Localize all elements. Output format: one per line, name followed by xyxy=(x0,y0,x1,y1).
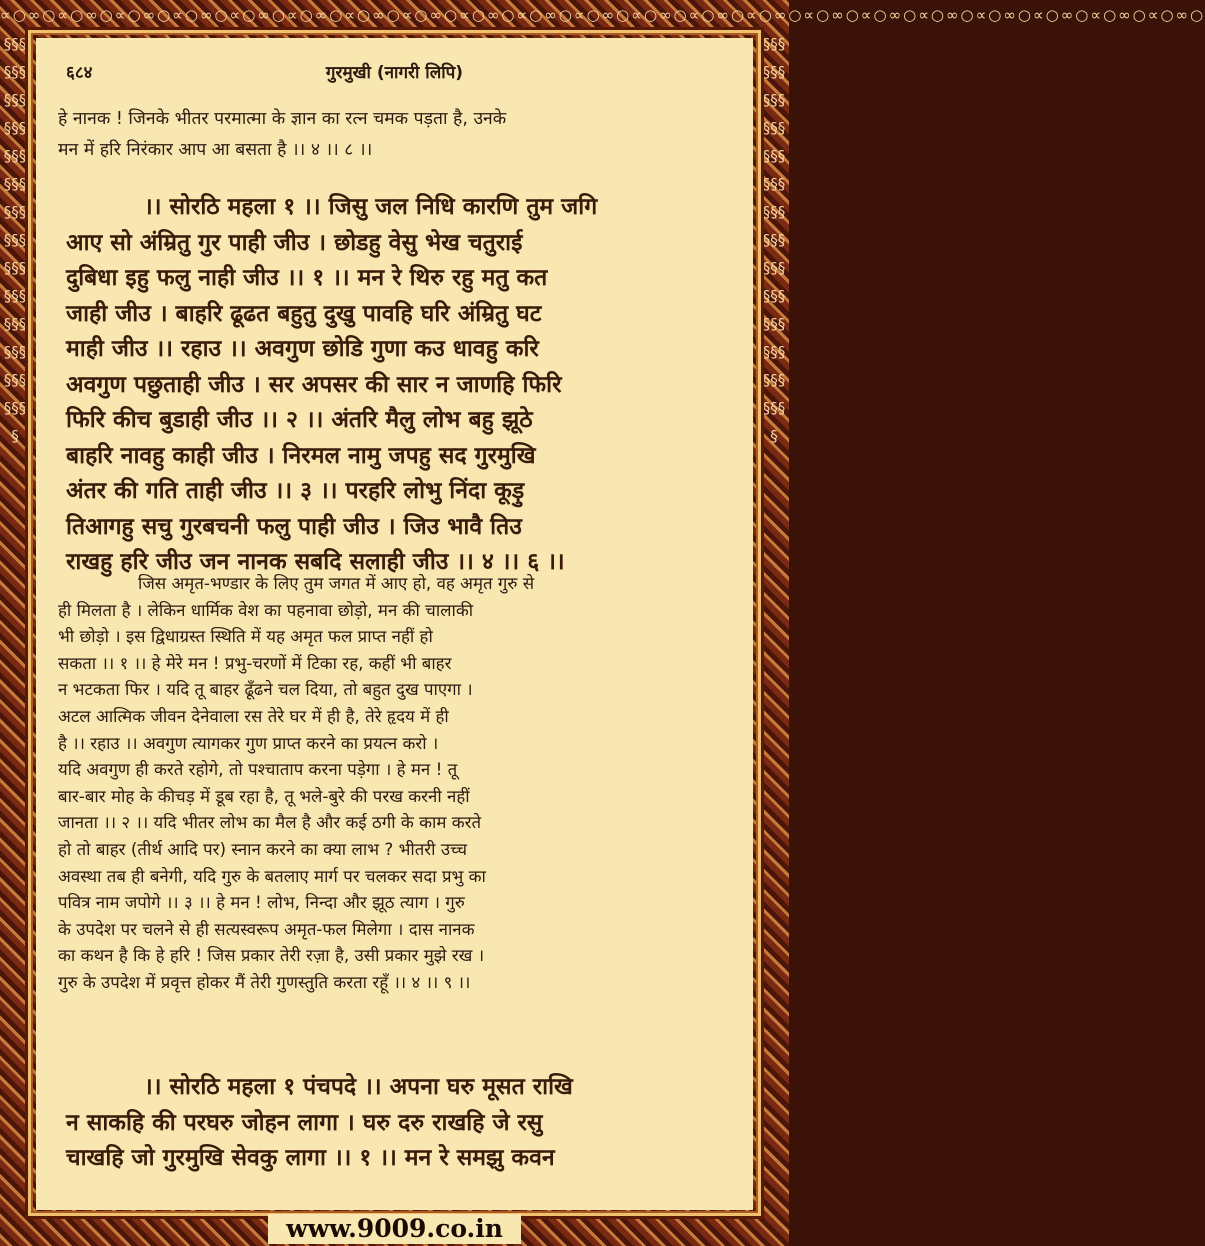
verse-line: बाहरि नावहु काही जीउ । निरमल नामु जपहु सद गुरमुखि xyxy=(66,442,536,469)
left-ornament-border: §§§§§§§§§§§§§§§§§§§§§§§§§§§§§§§§§§§§§§§§§§§ xyxy=(3,35,27,445)
translation-line: अवस्था तब ही बनेगी, यदि गुरु के बतलाए मार्ग पर चलकर सदा प्रभु का xyxy=(58,865,486,886)
translation-line: है ।। रहाउ ।। अवगुण त्यागकर गुण प्राप्त करने का प्रयत्न करो । xyxy=(58,732,439,753)
verse-sorath-panchpade xyxy=(66,1070,726,1177)
footer-url-link[interactable]: www.9009.co.in xyxy=(268,1214,521,1244)
translation-line: जिस अमृत-भण्डार के लिए तुम जगत में आए हो, वह अमृत गुरु से xyxy=(138,573,535,593)
verse-line: अंतर की गति ताही जीउ ।। ३ ।। परहरि लोभु निंदा कूड़ु xyxy=(66,478,525,504)
verse-line: ।। सोरठि महला १ पंचपदे ।। अपना घरु मूसत राखि xyxy=(144,1074,573,1100)
text-line: हे नानक ! जिनके भीतर परमात्मा के ज्ञान का रत्न चमक पड़ता है, उनके xyxy=(58,109,507,129)
intro-paragraph xyxy=(58,104,728,166)
translation-line: जानता ।। २ ।। यदि भीतर लोभ का मैल है और कई ठगी के काम करते xyxy=(58,812,482,833)
verse-sorath-1 xyxy=(66,190,726,581)
translation-line: यदि अवगुण ही करते रहोगे, तो पश्चाताप करना पड़ेगा । हे मन ! तू xyxy=(58,759,458,780)
verse-line: ।। सोरठि महला १ ।। जिसु जल निधि कारणि तुम जगि xyxy=(144,194,598,220)
translation-line: भी छोड़ो । इस द्विधाग्रस्त स्थिति में यह अमृत फल प्राप्त नहीं हो xyxy=(58,626,433,647)
page-number: ६८४ xyxy=(66,63,93,83)
verse-line: न साकहि की परघरु जोहन लागा । घरु दरु राखहि जे रसु xyxy=(66,1109,543,1136)
verse-line: जाही जीउ । बाहरि ढूढत बहुतु दुखु पावहि घरि अंम्रितु घट xyxy=(66,300,542,327)
translation-line: के उपदेश पर चलने से ही सत्यस्वरूप अमृत-फल मिलेगा । दास नानक xyxy=(58,918,475,939)
translation-line: का कथन है कि हे हरि ! जिस प्रकार तेरी रज़ा है, उसी प्रकार मुझे रख । xyxy=(58,945,485,966)
top-ornament-border: ∝○∞○∝○∞○∝○∞○∝○∞○∝○∞○∝○∞○∝○∞○∝○∞○∝○∞○∝○∞○∝○∞○∝○∞○∝○∞○∝○∞○∝○∞○∝○∞○∝○∞○∝○∞○∝○∞○∝○∞○∝○∞○ xyxy=(0,6,1205,24)
page-title: गुरमुखी (नागरी लिपि) xyxy=(325,63,464,83)
translation-paragraph xyxy=(58,570,730,996)
verse-line: दुबिधा इहु फलु नाही जीउ ।। १ ।। मन रे थिरु रहु मतु कत xyxy=(66,265,548,291)
verse-line: अवगुण पछुताही जीउ । सर अपसर की सार न जाणहि फिरि xyxy=(66,371,562,398)
verse-line: आए सो अंम्रितु गुर पाही जीउ । छोडहु वेसु भेख चतुराई xyxy=(66,229,523,256)
verse-line: चाखहि जो गुरमुखि सेवकु लागा ।। १ ।। मन रे समझु कवन xyxy=(66,1145,555,1171)
translation-line: गुरु के उपदेश में प्रवृत्त होकर मैं तेरी गुणस्तुति करता रहूँ ।। ४ ।। ९ ।। xyxy=(58,971,471,992)
footer-banner xyxy=(0,1214,789,1246)
translation-line: न भटकता फिर । यदि तू बाहर ढूँढने चल दिया, तो बहुत दुख पाएगा । xyxy=(58,679,473,700)
page-header xyxy=(66,60,723,90)
page-content xyxy=(36,38,753,1210)
translation-line: पवित्र नाम जपोगे ।। ३ ।। हे मन ! लोभ, निन्दा और झूठ त्याग । गुरु xyxy=(58,892,465,913)
translation-line: हो तो बाहर (तीर्थ आदि पर) स्नान करने का क्या लाभ ? भीतरी उच्च xyxy=(58,838,468,859)
verse-line: राखहु हरि जीउ जन नानक सबदि सलाही जीउ ।। ४ ।। ६ ।। xyxy=(66,549,565,575)
translation-line: अटल आत्मिक जीवन देनेवाला रस तेरे घर में ही है, तेरे हृदय में ही xyxy=(58,705,449,726)
translation-line: सकता ।। १ ।। हे मेरे मन ! प्रभु-चरणों में टिका रह, कहीं भी बाहर xyxy=(58,652,452,673)
text-line: मन में हरि निरंकार आप आ बसता है ।। ४ ।। ८ ।। xyxy=(58,140,373,160)
verse-line: माही जीउ ।। रहाउ ।। अवगुण छोडि गुणा कउ धावहु करि xyxy=(66,336,539,362)
translation-line: ही मिलता है । लेकिन धार्मिक वेश का पहनावा छोड़ो, मन की चालाकी xyxy=(58,599,474,620)
translation-line: बार-बार मोह के कीचड़ में डूब रहा है, तू भले-बुरे की परख करनी नहीं xyxy=(58,785,470,806)
verse-line: तिआगहु सचु गुरबचनी फलु पाही जीउ । जिउ भावै तिउ xyxy=(66,513,522,540)
right-ornament-border: §§§§§§§§§§§§§§§§§§§§§§§§§§§§§§§§§§§§§§§§§§§ xyxy=(762,35,786,445)
verse-line: फिरि कीच बुडाही जीउ ।। २ ।। अंतरि मैलु लोभ बहु झूठे xyxy=(66,407,533,433)
